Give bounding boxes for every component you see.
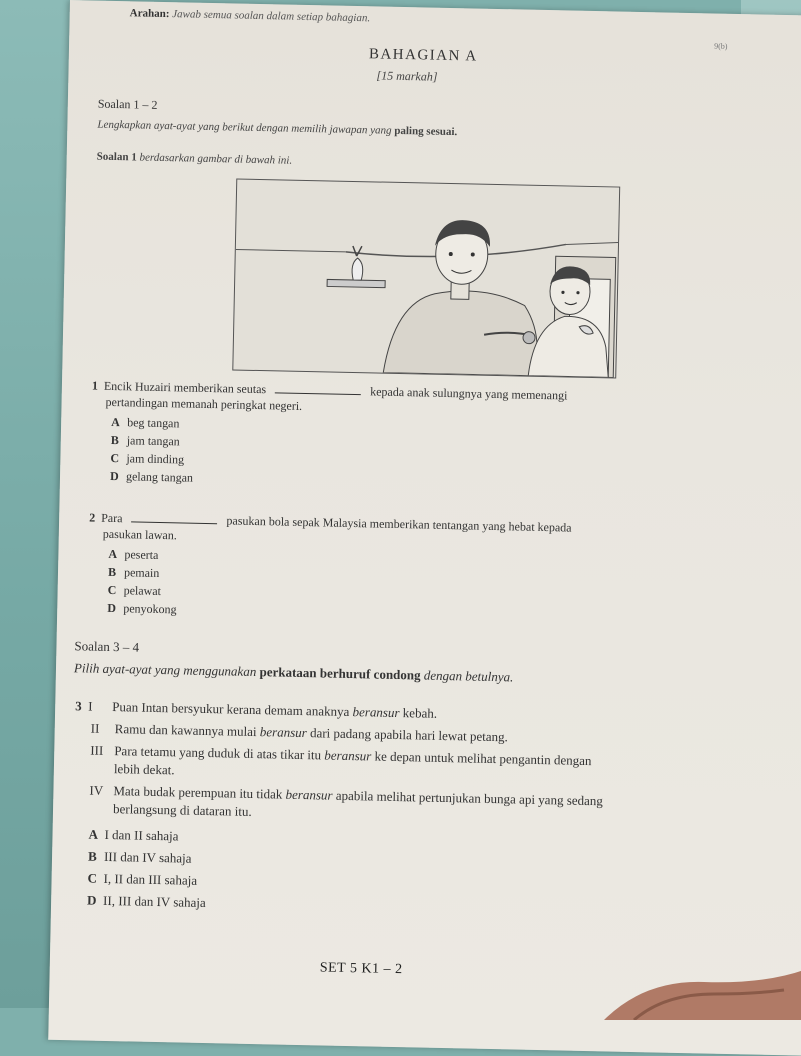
question-1-option-b — [111, 433, 180, 449]
statement-text-end: ke depan untuk melihat pengantin dengan — [371, 748, 592, 769]
question-1-text-before: Encik Huzairi memberikan seutas — [103, 378, 267, 397]
picture-note — [97, 151, 293, 167]
question-1-line2: pertandingan memanah peringkat negeri. — [105, 394, 303, 413]
statement-roman: III — [90, 742, 104, 758]
option-letter: C — [110, 450, 120, 466]
question-2-line2: pasukan lawan. — [102, 526, 177, 543]
illustration-father-son — [232, 179, 620, 379]
instruction-label: Arahan: — [129, 7, 170, 21]
option-text: II, III dan IV sahaja — [102, 892, 206, 911]
option-text: penyokong — [123, 601, 177, 617]
group1-instruction-a: Lengkapkan ayat-ayat yang berikut dengan memilih jawapan yang — [97, 118, 395, 137]
finger-shadow — [604, 960, 801, 1020]
question-3-statement-3-line2: lebih dekat. — [113, 761, 175, 778]
question-3-statement-2 — [91, 721, 508, 746]
option-text: I, II dan III sahaja — [103, 870, 198, 888]
question-1-text-after: kepada anak sulungnya yang memenangi — [370, 384, 568, 403]
statement-roman: I — [88, 698, 93, 714]
question-1-number: 1 — [91, 378, 99, 393]
statement-word: beransur — [259, 724, 307, 741]
page-footer: SET 5 K1 – 2 — [319, 960, 403, 978]
option-text: I dan II sahaja — [104, 826, 179, 844]
option-text: jam dinding — [126, 451, 185, 467]
question-1-option-c — [110, 451, 184, 468]
question-3-option-b — [88, 849, 192, 867]
question-2-option-c — [107, 583, 161, 599]
option-letter: B — [107, 564, 117, 580]
option-letter: A — [88, 826, 99, 842]
statement-text-end: kebah. — [399, 705, 438, 721]
option-letter: D — [109, 468, 119, 484]
picture-note-label: Soalan 1 — [96, 150, 137, 164]
exam-paper — [48, 0, 801, 1056]
statement-text: Mata budak perempuan itu tidak — [113, 783, 286, 802]
option-letter: B — [87, 848, 97, 864]
question-3-statement-4-line2: berlangsung di dataran itu. — [112, 801, 252, 819]
question-2-number: 2 — [89, 510, 96, 525]
question-1-option-a — [111, 415, 180, 431]
question-3-option-c — [87, 871, 197, 889]
option-letter: C — [107, 582, 117, 598]
group2-instruction — [74, 660, 514, 685]
question-2-option-a — [108, 547, 158, 563]
group2-heading: Soalan 3 – 4 — [74, 638, 140, 655]
question-3-statement-1 — [75, 698, 437, 722]
statement-text: Para tetamu yang duduk di atas tikar itu — [114, 743, 325, 763]
question-2-blank — [131, 511, 217, 524]
option-letter: B — [110, 432, 119, 448]
group1-instruction — [97, 119, 457, 139]
question-1-blank — [275, 382, 361, 395]
statement-text: Puan Intan bersyukur kerana demam anaknya — [112, 699, 353, 720]
group1-instruction-b: paling sesuai. — [394, 124, 458, 139]
option-letter: A — [108, 546, 118, 562]
option-text: beg tangan — [127, 415, 180, 431]
option-text: pelawat — [123, 583, 162, 599]
option-text: pemain — [123, 565, 160, 580]
option-text: III dan IV sahaja — [103, 848, 192, 866]
statement-word: beransur — [352, 704, 400, 721]
illustration-drawing — [233, 180, 619, 378]
section-marks: [15 markah] — [376, 68, 438, 84]
question-3-option-a — [88, 827, 178, 845]
option-letter: D — [107, 600, 117, 616]
question-2-text-before: Para — [101, 510, 123, 526]
option-text: peserta — [124, 547, 159, 562]
picture-note-text: berdasarkan gambar di bawah ini. — [136, 151, 293, 167]
group2-instruction-a: Pilih ayat-ayat yang menggunakan — [73, 660, 260, 680]
question-3-number: 3 — [75, 698, 82, 714]
statement-word: beransur — [324, 747, 372, 764]
corner-mark: 9(b) — [714, 41, 728, 51]
option-letter: D — [86, 892, 97, 908]
statement-text: Ramu dan kawannya mulai — [114, 721, 261, 740]
question-1-option-d — [110, 469, 193, 486]
instruction-text: Jawab semua soalan dalam setiap bahagian. — [172, 8, 371, 25]
statement-word: beransur — [285, 786, 333, 803]
question-3-option-d — [87, 893, 206, 911]
group2-instruction-c: dengan betulnya. — [420, 667, 514, 685]
statement-text-end: dari padang apabila hari lewat petang. — [306, 725, 508, 745]
section-title: BAHAGIAN A — [368, 46, 478, 65]
group2-instruction-b: perkataan berhuruf condong — [259, 664, 421, 683]
instruction-line — [130, 7, 371, 24]
statement-text-end: apabila melihat pertunjukan bunga api yang sedang — [332, 787, 604, 809]
option-letter: A — [111, 414, 120, 430]
option-letter: C — [87, 870, 98, 886]
statement-roman: II — [90, 720, 100, 736]
group1-heading: Soalan 1 – 2 — [97, 96, 158, 112]
question-2-text-after: pasukan bola sepak Malaysia memberikan tentangan yang hebat kepada — [226, 513, 572, 535]
question-2-option-b — [108, 565, 160, 581]
option-text: gelang tangan — [125, 469, 194, 485]
statement-roman: IV — [89, 782, 104, 798]
option-text: jam tangan — [126, 433, 180, 449]
question-2-option-d — [107, 601, 177, 617]
